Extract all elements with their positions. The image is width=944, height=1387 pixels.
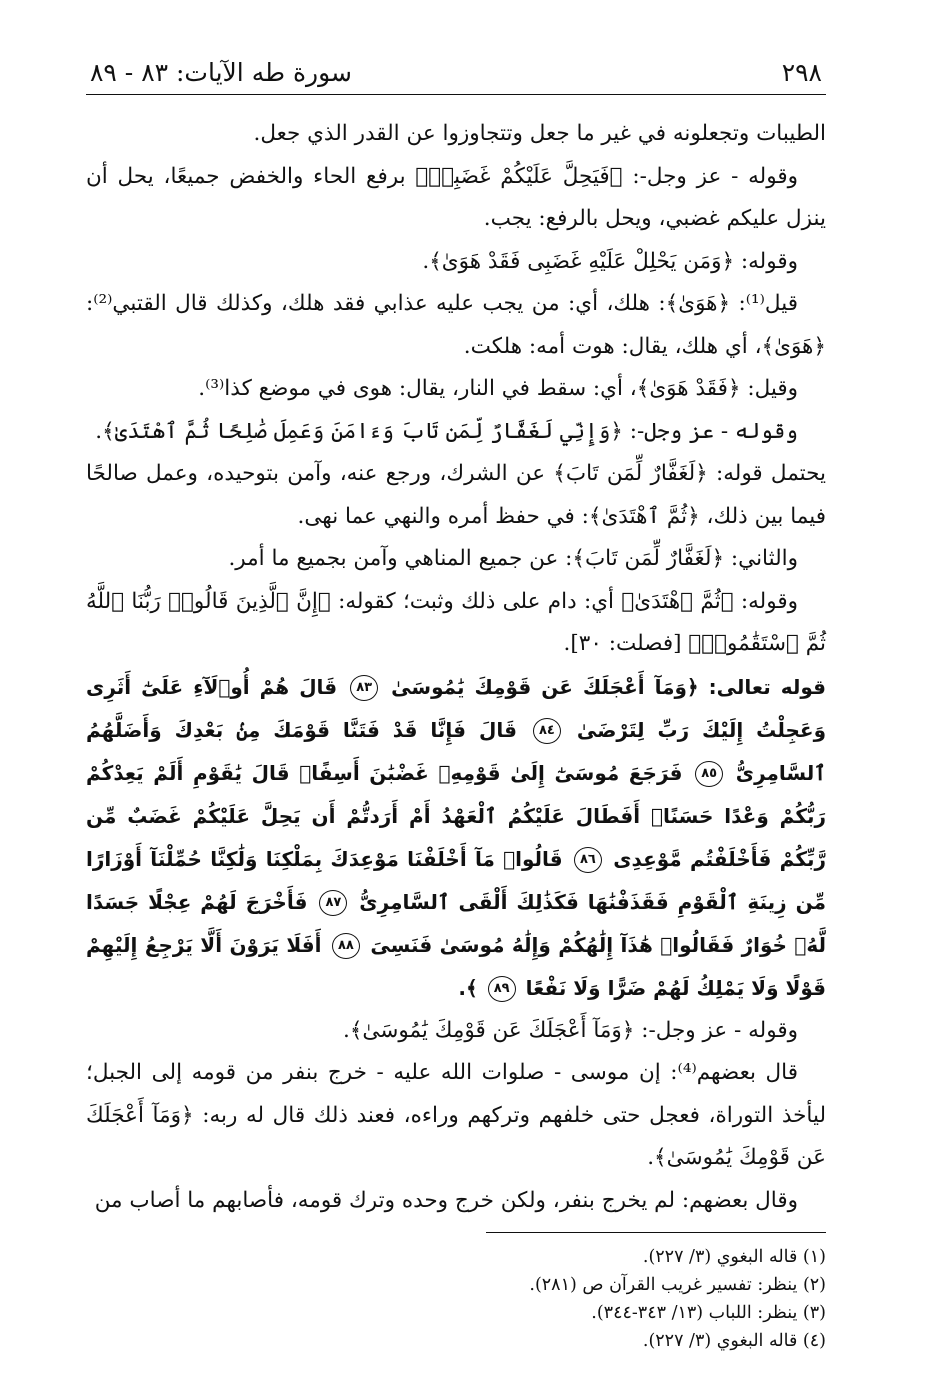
- footnote: (٤) قاله البغوي (٣/ ٢٢٧).: [642, 1331, 826, 1351]
- footnote: (٣) ينظر: اللباب (١٣/ ٣٤٣-٣٤٤).: [591, 1303, 826, 1323]
- paragraph: وقوله - عز وجل-: ﴿وَإِنِّي لَغَفَّارٌ لِّمَن تَابَ وَءَامَنَ وَعَمِلَ صَٰلِحًا ثُمَّ ٱهْتَدَىٰ﴾.: [95, 418, 798, 444]
- ayah-number: ٨٨: [332, 933, 360, 959]
- ayah-number: ٨٤: [533, 718, 561, 744]
- ayah-number: ٨٣: [350, 675, 378, 701]
- paragraph: والثاني: ﴿لَغَفَّارٌ لِّمَن تَابَ﴾: عن جميع المناهي وآمن بجميع ما أمر.: [228, 546, 798, 571]
- footnote: (١) قاله البغوي (٣/ ٢٢٧).: [642, 1247, 826, 1267]
- paragraph: يحتمل قوله: ﴿لَغَفَّارٌ لِّمَن تَابَ﴾ عن الشرك، ورجع عنه، وآمن بتوحيده، وعمل صالحًا فيما بين ذلك، ﴿ثُمَّ ٱهْتَدَىٰ﴾: في حفظ أمره والنهي عما نهى.: [86, 461, 826, 529]
- verse-segments: [86, 675, 826, 1000]
- paragraphs-before: [86, 113, 826, 666]
- paragraph: وقوله - عز وجل-: ﴿وَمَآ أَعْجَلَكَ عَن قَوْمِكَ يَٰمُوسَىٰ﴾.: [342, 1017, 798, 1043]
- verse-text: قَالَ فَإِنَّا قَدْ فَتَنَّا قَوْمَكَ مِنۢ بَعْدِكَ وَأَضَلَّهُمُ ٱلسَّامِرِىُّ: [86, 717, 826, 785]
- paragraph: قيل⁽¹⁾: ﴿هَوَىٰ﴾: هلك، أي: من يجب عليه عذابي فقد هلك، وكذلك قال القتبي⁽²⁾: ﴿هَوَىٰ﴾، أي هلك، يقال: هوت أمه: هلكت.: [86, 291, 826, 359]
- verse-label: قوله تعالى:: [708, 674, 826, 699]
- page-number: ٢٩٨: [781, 58, 822, 87]
- verse-text: أَفَلَا يَرَوْنَ أَلَّا يَرْجِعُ إِلَيْهِمْ قَوْلًا وَلَا يَمْلِكُ لَهُمْ ضَرًّا وَلَا نَفْعًا: [86, 932, 826, 1000]
- verse-text: فَرَجَعَ مُوسَىٰٓ إِلَىٰ قَوْمِهِۦ غَضْبَٰنَ أَسِفًاۚ قَالَ يَٰقَوْمِ أَلَمْ يَعِدْكُمْ رَبُّكُمْ وَعْدًا حَسَنًاۚ أَفَطَالَ عَلَيْكُمُ ٱلْعَهْدُ أَمْ أَرَدتُّمْ أَن يَحِلَّ عَلَيْكُمْ غَضَبٌ مِّن رَّبِّكُمْ فَأَخْلَفْتُم مَّوْعِدِى: [86, 760, 826, 871]
- footnotes: [86, 1243, 826, 1355]
- footnote: (٢) ينظر: تفسير غريب القرآن ص (٢٨١).: [529, 1275, 826, 1295]
- ayah-number: ٨٧: [319, 890, 347, 916]
- footnote-separator: [486, 1232, 826, 1233]
- paragraph: وقيل: ﴿فَقَدْ هَوَىٰ﴾، أي: سقط في النار، يقال: هوى في موضع كذا⁽³⁾.: [198, 376, 798, 401]
- ayah-number: ٨٥: [695, 761, 723, 787]
- main-text: [86, 113, 826, 1222]
- verse-text: فَأَخْرَجَ لَهُمْ عِجْلًا جَسَدًا لَّهُۥ خُوَارٌ فَقَالُوا۟ هَٰذَآ إِلَٰهُكُمْ وَإِلَٰهُ مُوسَىٰ فَنَسِىَ: [86, 889, 826, 957]
- ayah-number: ٨٦: [574, 847, 602, 873]
- verse-text: ﴿وَمَآ أَعْجَلَكَ عَن قَوْمِكَ يَٰمُوسَىٰ: [381, 674, 699, 699]
- verse-text: قَالَ هُمْ أُو۟لَآءِ عَلَىٰٓ أَثَرِى وَعَجِلْتُ إِلَيْكَ رَبِّ لِتَرْضَىٰ: [86, 674, 827, 742]
- verse-block: [86, 666, 826, 1010]
- paragraph: وقوله: ﴿ثُمَّ ٱهْتَدَىٰ﴾ أي: دام على ذلك وثبت؛ كقوله: ﴿إِنَّ ٱلَّذِينَ قَالُوا۟ رَبُّنَا ٱللَّهُ ثُمَّ ٱسْتَقَٰمُوا۟﴾ [فصلت: ٣٠].: [86, 588, 826, 656]
- ayah-number: ٨٩: [488, 976, 516, 1002]
- paragraph: وقال بعضهم: لم يخرج بنفر، ولكن خرج وحده وترك قومه، فأصابهم ما أصاب من: [94, 1187, 798, 1213]
- verse-text: قَالُوا۟ مَآ أَخْلَفْنَا مَوْعِدَكَ بِمَلْكِنَا وَلَٰكِنَّا حُمِّلْنَآ أَوْزَارًا مِّن زِينَةِ ٱلْقَوْمِ فَقَذَفْنَٰهَا فَكَذَٰلِكَ أَلْقَى ٱلسَّامِرِىُّ: [86, 846, 826, 914]
- paragraph: قال بعضهم⁽⁴⁾: إن موسى - صلوات الله عليه - خرج بنفر من قومه إلى الجبل؛ ليأخذ التوراة، فعجل حتى خلفهم وتركهم وراءه، فعند ذلك قال له ربه: ﴿وَمَآ أَعْجَلَكَ عَن قَوْمِكَ يَٰمُوسَىٰ﴾.: [86, 1060, 826, 1170]
- surah-title: سورة طه الآيات: ٨٣ - ٨٩: [90, 58, 352, 87]
- paragraph: الطيبات وتجعلونه في غير ما جعل وتتجاوزوا عن القدر الذي جعل.: [253, 121, 826, 146]
- paragraph: وقوله - عز وجل-: ﴿فَيَحِلَّ عَلَيْكُمْ غَضَبِيۖ﴾ برفع الحاء والخفض جميعًا، يحل أن ينزل عليكم غضبي، ويحل بالرفع: يجب.: [86, 163, 826, 231]
- paragraphs-after: [86, 1010, 826, 1223]
- paragraph: وقوله: ﴿وَمَن يَحْلِلْ عَلَيْهِ غَضَبِى فَقَدْ هَوَىٰ﴾.: [422, 248, 798, 274]
- verse-end: ﴾.: [458, 975, 478, 1000]
- running-header: [86, 58, 826, 95]
